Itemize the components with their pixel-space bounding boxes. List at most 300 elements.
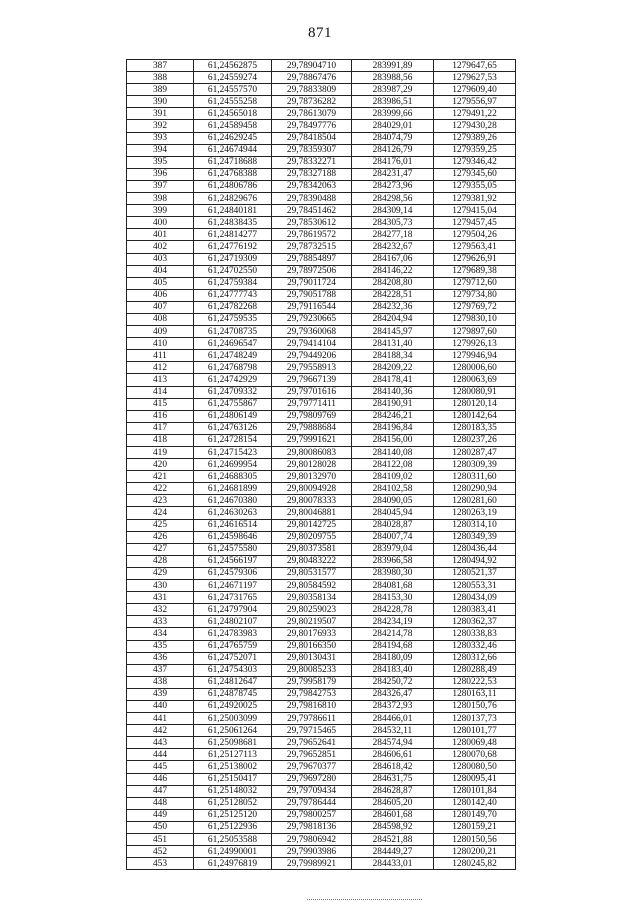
point-number-cell: 435 <box>127 640 194 652</box>
x-coordinate-cell: 284208,80 <box>352 277 434 289</box>
longitude-cell: 29,79786611 <box>272 713 352 725</box>
longitude-cell: 29,78390488 <box>272 193 352 205</box>
point-number-cell: 408 <box>127 313 194 325</box>
x-coordinate-cell: 284180,09 <box>352 652 434 664</box>
point-number-cell: 409 <box>127 326 194 338</box>
x-coordinate-cell: 283966,58 <box>352 555 434 567</box>
longitude-cell: 29,79652641 <box>272 737 352 749</box>
x-coordinate-cell: 284606,61 <box>352 749 434 761</box>
table-row <box>127 725 516 737</box>
x-coordinate-cell: 284214,78 <box>352 628 434 640</box>
latitude-cell: 61,24708735 <box>194 326 272 338</box>
x-coordinate-cell: 283980,30 <box>352 567 434 579</box>
latitude-cell: 61,24715423 <box>194 447 272 459</box>
point-number-cell: 395 <box>127 156 194 168</box>
x-coordinate-cell: 284122,08 <box>352 459 434 471</box>
latitude-cell: 61,24562875 <box>194 60 272 72</box>
y-coordinate-cell: 1279734,80 <box>434 289 516 301</box>
latitude-cell: 61,24718688 <box>194 156 272 168</box>
point-number-cell: 393 <box>127 132 194 144</box>
x-coordinate-cell: 284466,01 <box>352 713 434 725</box>
latitude-cell: 61,24806149 <box>194 410 272 422</box>
point-number-cell: 443 <box>127 737 194 749</box>
latitude-cell: 61,24777743 <box>194 289 272 301</box>
y-coordinate-cell: 1280101,84 <box>434 785 516 797</box>
longitude-cell: 29,78736282 <box>272 96 352 108</box>
y-coordinate-cell: 1280314,10 <box>434 519 516 531</box>
table-row <box>127 700 516 712</box>
point-number-cell: 399 <box>127 205 194 217</box>
point-number-cell: 439 <box>127 688 194 700</box>
table-row <box>127 592 516 604</box>
x-coordinate-cell: 283991,89 <box>352 60 434 72</box>
table-row <box>127 773 516 785</box>
x-coordinate-cell: 284246,21 <box>352 410 434 422</box>
latitude-cell: 61,24728154 <box>194 434 272 446</box>
longitude-cell: 29,79011724 <box>272 277 352 289</box>
latitude-cell: 61,25122936 <box>194 821 272 833</box>
point-number-cell: 417 <box>127 422 194 434</box>
longitude-cell: 29,78854897 <box>272 253 352 265</box>
table-row <box>127 229 516 241</box>
longitude-cell: 29,79958179 <box>272 676 352 688</box>
x-coordinate-cell: 284601,68 <box>352 809 434 821</box>
latitude-cell: 61,25098681 <box>194 737 272 749</box>
point-number-cell: 432 <box>127 604 194 616</box>
point-number-cell: 447 <box>127 785 194 797</box>
point-number-cell: 444 <box>127 749 194 761</box>
table-row <box>127 180 516 192</box>
longitude-cell: 29,78732515 <box>272 241 352 253</box>
longitude-cell: 29,79786444 <box>272 797 352 809</box>
longitude-cell: 29,78867476 <box>272 72 352 84</box>
point-number-cell: 406 <box>127 289 194 301</box>
latitude-cell: 61,25127113 <box>194 749 272 761</box>
table-row <box>127 156 516 168</box>
table-row <box>127 628 516 640</box>
point-number-cell: 388 <box>127 72 194 84</box>
latitude-cell: 61,25138002 <box>194 761 272 773</box>
y-coordinate-cell: 1279345,60 <box>434 168 516 180</box>
y-coordinate-cell: 1280290,94 <box>434 483 516 495</box>
latitude-cell: 61,24838435 <box>194 217 272 229</box>
table-row <box>127 640 516 652</box>
x-coordinate-cell: 284618,42 <box>352 761 434 773</box>
latitude-cell: 61,24768798 <box>194 362 272 374</box>
x-coordinate-cell: 284194,68 <box>352 640 434 652</box>
table-row <box>127 108 516 120</box>
x-coordinate-cell: 284532,11 <box>352 725 434 737</box>
y-coordinate-cell: 1279769,72 <box>434 301 516 313</box>
x-coordinate-cell: 284126,79 <box>352 144 434 156</box>
latitude-cell: 61,24681899 <box>194 483 272 495</box>
longitude-cell: 29,79806942 <box>272 834 352 846</box>
longitude-cell: 29,78833809 <box>272 84 352 96</box>
x-coordinate-cell: 284228,51 <box>352 289 434 301</box>
x-coordinate-cell: 284277,18 <box>352 229 434 241</box>
latitude-cell: 61,24671197 <box>194 580 272 592</box>
y-coordinate-cell: 1280434,09 <box>434 592 516 604</box>
latitude-cell: 61,24598646 <box>194 531 272 543</box>
x-coordinate-cell: 284178,41 <box>352 374 434 386</box>
latitude-cell: 61,24759535 <box>194 313 272 325</box>
y-coordinate-cell: 1279647,65 <box>434 60 516 72</box>
x-coordinate-cell: 284109,02 <box>352 471 434 483</box>
table-row <box>127 785 516 797</box>
x-coordinate-cell: 284521,88 <box>352 834 434 846</box>
longitude-cell: 29,78418504 <box>272 132 352 144</box>
longitude-cell: 29,78619572 <box>272 229 352 241</box>
table-row <box>127 471 516 483</box>
latitude-cell: 61,25148032 <box>194 785 272 797</box>
longitude-cell: 29,79701616 <box>272 386 352 398</box>
x-coordinate-cell: 284153,30 <box>352 592 434 604</box>
longitude-cell: 29,79360068 <box>272 326 352 338</box>
point-number-cell: 400 <box>127 217 194 229</box>
x-coordinate-cell: 284250,72 <box>352 676 434 688</box>
table-row <box>127 483 516 495</box>
point-number-cell: 430 <box>127 580 194 592</box>
table-row <box>127 374 516 386</box>
y-coordinate-cell: 1280222,53 <box>434 676 516 688</box>
point-number-cell: 396 <box>127 168 194 180</box>
x-coordinate-cell: 284145,97 <box>352 326 434 338</box>
y-coordinate-cell: 1280159,21 <box>434 821 516 833</box>
longitude-cell: 29,78904710 <box>272 60 352 72</box>
x-coordinate-cell: 284190,91 <box>352 398 434 410</box>
longitude-cell: 29,79809769 <box>272 410 352 422</box>
latitude-cell: 61,24765759 <box>194 640 272 652</box>
latitude-cell: 61,24976819 <box>194 858 272 870</box>
longitude-cell: 29,80373581 <box>272 543 352 555</box>
latitude-cell: 61,24589458 <box>194 120 272 132</box>
longitude-cell: 29,79709434 <box>272 785 352 797</box>
y-coordinate-cell: 1279381,92 <box>434 193 516 205</box>
table-row <box>127 737 516 749</box>
latitude-cell: 61,24806786 <box>194 180 272 192</box>
longitude-cell: 29,80483222 <box>272 555 352 567</box>
page-number: 871 <box>308 25 332 41</box>
point-number-cell: 452 <box>127 846 194 858</box>
y-coordinate-cell: 1279627,53 <box>434 72 516 84</box>
longitude-cell: 29,80166350 <box>272 640 352 652</box>
footer-rule <box>307 899 422 900</box>
table-row <box>127 265 516 277</box>
y-coordinate-cell: 1280309,39 <box>434 459 516 471</box>
y-coordinate-cell: 1280281,60 <box>434 495 516 507</box>
table-row <box>127 507 516 519</box>
y-coordinate-cell: 1280080,50 <box>434 761 516 773</box>
longitude-cell: 29,79991621 <box>272 434 352 446</box>
latitude-cell: 61,24670380 <box>194 495 272 507</box>
y-coordinate-cell: 1280200,21 <box>434 846 516 858</box>
latitude-cell: 61,25150417 <box>194 773 272 785</box>
point-number-cell: 434 <box>127 628 194 640</box>
y-coordinate-cell: 1280436,44 <box>434 543 516 555</box>
point-number-cell: 424 <box>127 507 194 519</box>
point-number-cell: 391 <box>127 108 194 120</box>
y-coordinate-cell: 1280070,68 <box>434 749 516 761</box>
point-number-cell: 401 <box>127 229 194 241</box>
x-coordinate-cell: 284156,00 <box>352 434 434 446</box>
longitude-cell: 29,80085233 <box>272 664 352 676</box>
y-coordinate-cell: 1280150,76 <box>434 700 516 712</box>
table-row <box>127 846 516 858</box>
y-coordinate-cell: 1280142,40 <box>434 797 516 809</box>
point-number-cell: 392 <box>127 120 194 132</box>
y-coordinate-cell: 1280095,41 <box>434 773 516 785</box>
longitude-cell: 29,78359307 <box>272 144 352 156</box>
latitude-cell: 61,24696547 <box>194 338 272 350</box>
x-coordinate-cell: 284326,47 <box>352 688 434 700</box>
point-number-cell: 453 <box>127 858 194 870</box>
y-coordinate-cell: 1279609,40 <box>434 84 516 96</box>
point-number-cell: 419 <box>127 447 194 459</box>
x-coordinate-cell: 284029,01 <box>352 120 434 132</box>
latitude-cell: 61,24840181 <box>194 205 272 217</box>
table-row <box>127 652 516 664</box>
longitude-cell: 29,79715465 <box>272 725 352 737</box>
y-coordinate-cell: 1280362,37 <box>434 616 516 628</box>
table-row <box>127 205 516 217</box>
point-number-cell: 423 <box>127 495 194 507</box>
point-number-cell: 403 <box>127 253 194 265</box>
x-coordinate-cell: 284605,20 <box>352 797 434 809</box>
y-coordinate-cell: 1279563,41 <box>434 241 516 253</box>
table-row <box>127 193 516 205</box>
latitude-cell: 61,25053588 <box>194 834 272 846</box>
point-number-cell: 404 <box>127 265 194 277</box>
x-coordinate-cell: 284598,92 <box>352 821 434 833</box>
x-coordinate-cell: 284090,05 <box>352 495 434 507</box>
table-row <box>127 386 516 398</box>
x-coordinate-cell: 284209,22 <box>352 362 434 374</box>
latitude-cell: 61,25128052 <box>194 797 272 809</box>
longitude-cell: 29,78342063 <box>272 180 352 192</box>
y-coordinate-cell: 1280494,92 <box>434 555 516 567</box>
x-coordinate-cell: 283979,04 <box>352 543 434 555</box>
point-number-cell: 414 <box>127 386 194 398</box>
table-row <box>127 543 516 555</box>
table-row <box>127 688 516 700</box>
latitude-cell: 61,24990001 <box>194 846 272 858</box>
point-number-cell: 426 <box>127 531 194 543</box>
longitude-cell: 29,79670377 <box>272 761 352 773</box>
longitude-cell: 29,80128028 <box>272 459 352 471</box>
longitude-cell: 29,80176933 <box>272 628 352 640</box>
latitude-cell: 61,24674944 <box>194 144 272 156</box>
table-row <box>127 676 516 688</box>
table-row <box>127 253 516 265</box>
point-number-cell: 433 <box>127 616 194 628</box>
y-coordinate-cell: 1280263,19 <box>434 507 516 519</box>
point-number-cell: 415 <box>127 398 194 410</box>
y-coordinate-cell: 1280338,83 <box>434 628 516 640</box>
table-row <box>127 447 516 459</box>
y-coordinate-cell: 1280149,70 <box>434 809 516 821</box>
y-coordinate-cell: 1279897,60 <box>434 326 516 338</box>
latitude-cell: 61,24776192 <box>194 241 272 253</box>
table-row <box>127 277 516 289</box>
latitude-cell: 61,24579306 <box>194 567 272 579</box>
x-coordinate-cell: 284273,96 <box>352 180 434 192</box>
latitude-cell: 61,24575580 <box>194 543 272 555</box>
x-coordinate-cell: 284433,01 <box>352 858 434 870</box>
latitude-cell: 61,24559274 <box>194 72 272 84</box>
x-coordinate-cell: 284628,87 <box>352 785 434 797</box>
longitude-cell: 29,79230665 <box>272 313 352 325</box>
latitude-cell: 61,25003099 <box>194 713 272 725</box>
longitude-cell: 29,78613079 <box>272 108 352 120</box>
point-number-cell: 402 <box>127 241 194 253</box>
latitude-cell: 61,24878745 <box>194 688 272 700</box>
point-number-cell: 411 <box>127 350 194 362</box>
point-number-cell: 450 <box>127 821 194 833</box>
x-coordinate-cell: 284140,36 <box>352 386 434 398</box>
latitude-cell: 61,24802107 <box>194 616 272 628</box>
y-coordinate-cell: 1279830,10 <box>434 313 516 325</box>
y-coordinate-cell: 1280142,64 <box>434 410 516 422</box>
point-number-cell: 451 <box>127 834 194 846</box>
point-number-cell: 405 <box>127 277 194 289</box>
table-row <box>127 301 516 313</box>
x-coordinate-cell: 284232,36 <box>352 301 434 313</box>
latitude-cell: 61,24829676 <box>194 193 272 205</box>
point-number-cell: 437 <box>127 664 194 676</box>
longitude-cell: 29,80531577 <box>272 567 352 579</box>
point-number-cell: 431 <box>127 592 194 604</box>
latitude-cell: 61,24616514 <box>194 519 272 531</box>
y-coordinate-cell: 1280312,66 <box>434 652 516 664</box>
longitude-cell: 29,78332271 <box>272 156 352 168</box>
point-number-cell: 422 <box>127 483 194 495</box>
point-number-cell: 398 <box>127 193 194 205</box>
latitude-cell: 61,24709332 <box>194 386 272 398</box>
point-number-cell: 442 <box>127 725 194 737</box>
y-coordinate-cell: 1280245,82 <box>434 858 516 870</box>
y-coordinate-cell: 1279946,94 <box>434 350 516 362</box>
y-coordinate-cell: 1280183,35 <box>434 422 516 434</box>
table-row <box>127 350 516 362</box>
point-number-cell: 387 <box>127 60 194 72</box>
table-row <box>127 519 516 531</box>
y-coordinate-cell: 1279430,28 <box>434 120 516 132</box>
point-number-cell: 445 <box>127 761 194 773</box>
y-coordinate-cell: 1280349,39 <box>434 531 516 543</box>
coordinates-table-body <box>127 60 516 870</box>
y-coordinate-cell: 1280150,56 <box>434 834 516 846</box>
y-coordinate-cell: 1280287,47 <box>434 447 516 459</box>
longitude-cell: 29,80584592 <box>272 580 352 592</box>
point-number-cell: 446 <box>127 773 194 785</box>
latitude-cell: 61,24759384 <box>194 277 272 289</box>
x-coordinate-cell: 283987,29 <box>352 84 434 96</box>
longitude-cell: 29,78327188 <box>272 168 352 180</box>
x-coordinate-cell: 284188,34 <box>352 350 434 362</box>
x-coordinate-cell: 284204,94 <box>352 313 434 325</box>
y-coordinate-cell: 1280080,91 <box>434 386 516 398</box>
table-row <box>127 72 516 84</box>
table-row <box>127 217 516 229</box>
longitude-cell: 29,79652851 <box>272 749 352 761</box>
point-number-cell: 441 <box>127 713 194 725</box>
longitude-cell: 29,79800257 <box>272 809 352 821</box>
longitude-cell: 29,79816810 <box>272 700 352 712</box>
longitude-cell: 29,79818136 <box>272 821 352 833</box>
table-row <box>127 168 516 180</box>
point-number-cell: 394 <box>127 144 194 156</box>
table-row <box>127 604 516 616</box>
point-number-cell: 413 <box>127 374 194 386</box>
table-row <box>127 761 516 773</box>
y-coordinate-cell: 1280069,48 <box>434 737 516 749</box>
latitude-cell: 61,24557570 <box>194 84 272 96</box>
table-row <box>127 422 516 434</box>
table-row <box>127 289 516 301</box>
x-coordinate-cell: 284007,74 <box>352 531 434 543</box>
y-coordinate-cell: 1279689,38 <box>434 265 516 277</box>
longitude-cell: 29,78530612 <box>272 217 352 229</box>
longitude-cell: 29,79697280 <box>272 773 352 785</box>
longitude-cell: 29,80259023 <box>272 604 352 616</box>
latitude-cell: 61,24920025 <box>194 700 272 712</box>
latitude-cell: 61,24702550 <box>194 265 272 277</box>
latitude-cell: 61,25061264 <box>194 725 272 737</box>
x-coordinate-cell: 284176,01 <box>352 156 434 168</box>
table-row <box>127 120 516 132</box>
y-coordinate-cell: 1280163,11 <box>434 688 516 700</box>
latitude-cell: 61,24797904 <box>194 604 272 616</box>
longitude-cell: 29,79989921 <box>272 858 352 870</box>
latitude-cell: 61,24742929 <box>194 374 272 386</box>
x-coordinate-cell: 284228,78 <box>352 604 434 616</box>
table-row <box>127 555 516 567</box>
table-row <box>127 84 516 96</box>
latitude-cell: 61,24688305 <box>194 471 272 483</box>
longitude-cell: 29,80094928 <box>272 483 352 495</box>
x-coordinate-cell: 283999,66 <box>352 108 434 120</box>
point-number-cell: 428 <box>127 555 194 567</box>
latitude-cell: 61,24630263 <box>194 507 272 519</box>
latitude-cell: 61,24555258 <box>194 96 272 108</box>
point-number-cell: 416 <box>127 410 194 422</box>
longitude-cell: 29,80086083 <box>272 447 352 459</box>
table-row <box>127 713 516 725</box>
latitude-cell: 61,24754303 <box>194 664 272 676</box>
longitude-cell: 29,79116544 <box>272 301 352 313</box>
x-coordinate-cell: 284309,14 <box>352 205 434 217</box>
x-coordinate-cell: 284081,68 <box>352 580 434 592</box>
y-coordinate-cell: 1279359,25 <box>434 144 516 156</box>
longitude-cell: 29,80130431 <box>272 652 352 664</box>
longitude-cell: 29,79414104 <box>272 338 352 350</box>
table-row <box>127 434 516 446</box>
longitude-cell: 29,80078333 <box>272 495 352 507</box>
x-coordinate-cell: 284140,08 <box>352 447 434 459</box>
coordinates-table <box>126 59 516 870</box>
x-coordinate-cell: 284305,73 <box>352 217 434 229</box>
latitude-cell: 61,24752071 <box>194 652 272 664</box>
latitude-cell: 61,24768388 <box>194 168 272 180</box>
point-number-cell: 449 <box>127 809 194 821</box>
table-row <box>127 410 516 422</box>
x-coordinate-cell: 283988,56 <box>352 72 434 84</box>
point-number-cell: 448 <box>127 797 194 809</box>
y-coordinate-cell: 1280101,77 <box>434 725 516 737</box>
latitude-cell: 61,24731765 <box>194 592 272 604</box>
table-row <box>127 338 516 350</box>
y-coordinate-cell: 1279491,22 <box>434 108 516 120</box>
